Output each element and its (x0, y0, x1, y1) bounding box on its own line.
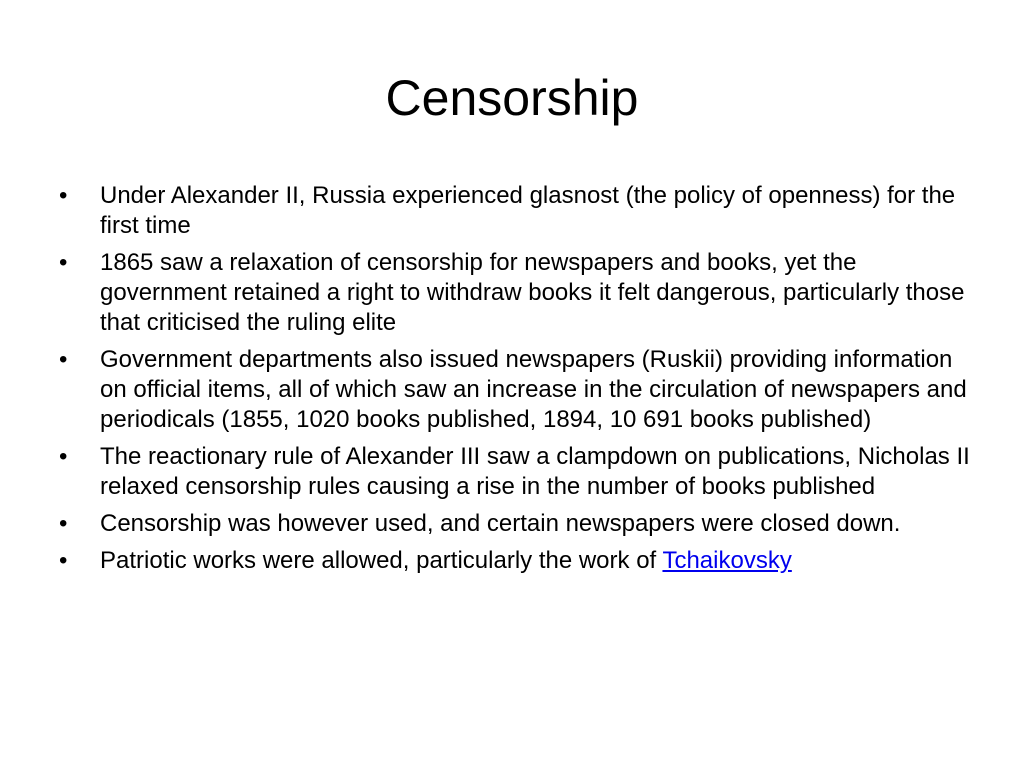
bullet-icon: • (59, 182, 68, 209)
bullet-text: Under Alexander II, Russia experienced glasnost (the policy of openness) for the first time (100, 182, 956, 239)
bullet-text: Government departments also issued newspapers (Ruskii) providing information on official items, all of which saw an increase in the circulation of newspapers and periodicals (1855, 1020 books published, 1894, 10 691 books published) (100, 346, 967, 433)
bullet-text: Patriotic works were allowed, particularly the work of (100, 547, 663, 574)
bullet-text: 1865 saw a relaxation of censorship for newspapers and books, yet the government retained a right to withdraw books it felt dangerous, particularly those that criticised the ruling elite (100, 249, 965, 336)
bullet-list (58, 181, 978, 583)
slide-title: Censorship (385, 70, 639, 126)
bullet-item-6 (58, 546, 978, 576)
bullet-item-4 (58, 442, 978, 502)
bullet-item-2 (58, 248, 978, 338)
bullet-item-3 (58, 345, 978, 435)
bullet-icon: • (59, 510, 68, 537)
bullet-icon: • (59, 346, 68, 373)
bullet-text: The reactionary rule of Alexander III saw a clampdown on publications, Nicholas II relaxed censorship rules causing a rise in the number of books published (100, 443, 970, 500)
bullet-item-1 (58, 181, 978, 241)
bullet-icon: • (59, 547, 68, 574)
bullet-icon: • (59, 443, 68, 470)
tchaikovsky-link[interactable]: Tchaikovsky (662, 547, 792, 574)
bullet-text: Censorship was however used, and certain newspapers were closed down. (100, 510, 901, 537)
bullet-icon: • (59, 249, 68, 276)
bullet-item-5 (58, 509, 978, 539)
